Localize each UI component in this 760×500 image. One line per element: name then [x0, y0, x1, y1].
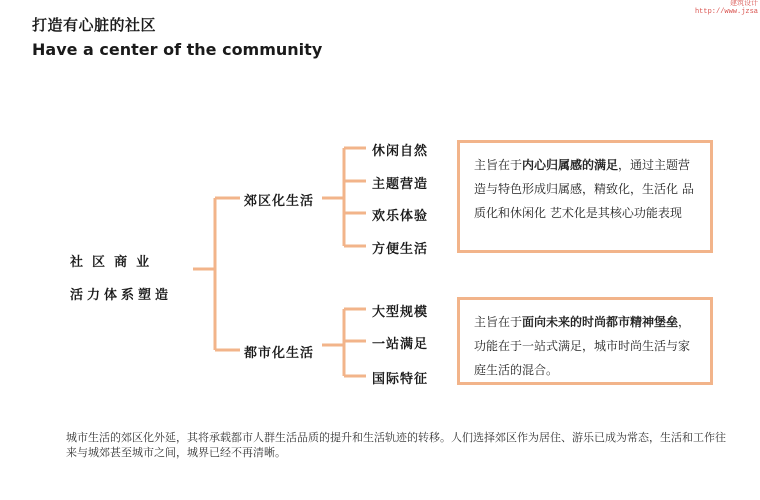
leaf-international: 国际特征	[372, 372, 429, 387]
page-title-chinese: 打造有心脏的社区	[32, 16, 157, 34]
suburban-desc-highlight: 内心归属感的满足	[522, 158, 619, 172]
suburban-desc-body: ，通过主题营造与特色形成归属感，精致化，生活化 品质化和休闲化 艺术化是其核心功能表现	[474, 158, 694, 220]
root-label-line-2: 活力体系塑造	[70, 288, 173, 303]
branch-urban-label: 都市化生活	[244, 346, 315, 361]
urban-description-box	[457, 297, 713, 385]
leaf-leisure-nature: 休闲自然	[372, 144, 429, 159]
watermark-line-1: 建筑设计	[730, 0, 758, 8]
leaf-theme-creation: 主题营造	[372, 177, 429, 192]
watermark-line-2: http://www.jzsa	[694, 8, 758, 16]
root-label-line-1: 社 区 商 业	[70, 255, 150, 270]
leaf-convenient-living: 方便生活	[372, 242, 429, 257]
branch-suburban-label: 郊区化生活	[244, 194, 315, 209]
urban-desc-highlight: 面向未来的时尚都市精神堡垒	[522, 315, 679, 329]
urban-desc-prefix: 主旨在于	[474, 315, 523, 329]
leaf-one-stop: 一站满足	[372, 337, 429, 352]
leaf-large-scale: 大型规模	[372, 305, 429, 320]
suburban-description-box	[457, 140, 713, 253]
page-title-english: Have a center of the community	[32, 40, 323, 59]
suburban-desc-prefix: 主旨在于	[474, 158, 523, 172]
leaf-joyful-experience: 欢乐体验	[372, 209, 429, 224]
caption-paragraph: 城市生活的郊区化外延，其将承载都市人群生活品质的提升和生活轨迹的转移。人们选择郊区作为居住、游乐已成为常态，生活和工作往来与城郊甚至城市之间，城界已经不再清晰。	[66, 431, 726, 459]
urban-desc-body: ，功能在于一站式满足，城市时尚生活与家庭生活的混合。	[474, 315, 691, 377]
